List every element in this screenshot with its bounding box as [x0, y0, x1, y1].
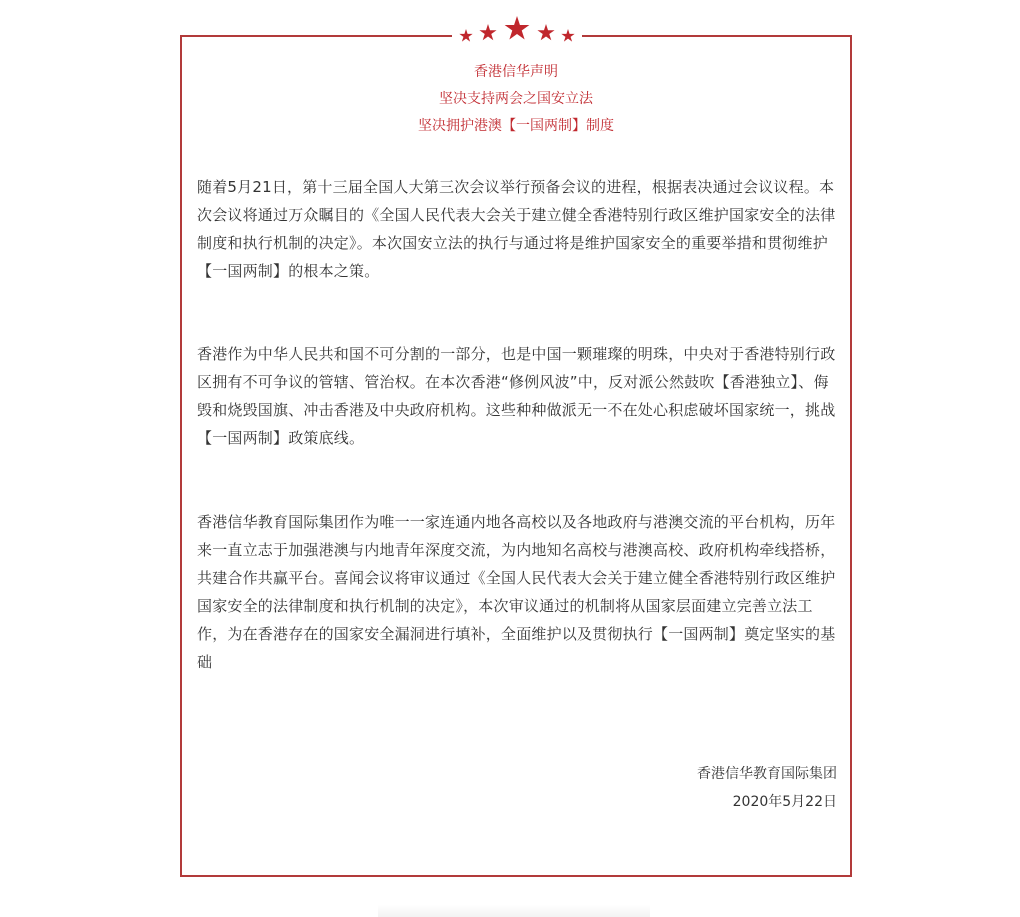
statement-title: 香港信华声明 — [474, 64, 558, 80]
paragraph-1: 随着5月21日，第十三届全国人大第三次会议举行预备会议的进程，根据表决通过会议议程。本次会议将通过万众瞩目的《全国人民代表大会关于建立健全香港特别行政区维护国家安全的法律制度和执行机制的决定》。本次国安立法的执行与通过将是维护国家安全的重要举措和贯彻维护【一国两制】的根本之策。 — [197, 178, 836, 280]
small-star-icon — [561, 29, 574, 42]
medium-star-icon — [479, 24, 496, 40]
paragraph-3: 香港信华教育国际集团作为唯一一家连通内地各高校以及各地政府与港澳交流的平台机构，历年来一直立志于加强港澳与内地青年深度交流，为内地知名高校与港澳高校、政府机构牵线搭桥，共建合作共赢平台。喜闻会议将审议通过《全国人民代表大会关于建立健全香港特别行政区维护国家安全的法律制度和执行机制的决定》，本次审议通过的机制将从国家层面建立完善立法工作，为在香港存在的国家安全漏洞进行填补，全面维护以及贯彻执行【一国两制】奠定坚实的基础 — [197, 513, 836, 671]
paragraph-2: 香港作为中华人民共和国不可分割的一部分，也是中国一颗璀璨的明珠，中央对于香港特别行政区拥有不可争议的管辖、管治权。在本次香港“修例风波”中，反对派公然鼓吹【香港独立】、侮毁和烧毁国旗、冲击香港及中央政府机构。这些种种做派无一不在处心积虑破坏国家统一，挑战【一国两制】政策底线。 — [197, 345, 836, 447]
large-star-icon — [505, 16, 530, 40]
signature-block — [697, 760, 837, 816]
bottom-shadow — [378, 905, 650, 917]
statement-subtitle-endorse: 坚决拥护港澳【一国两制】制度 — [418, 118, 614, 134]
statement-header — [180, 59, 852, 140]
signature-organization: 香港信华教育国际集团 — [697, 766, 837, 782]
stars-icon — [452, 12, 582, 46]
document-frame — [180, 35, 852, 877]
statement-subtitle-support: 坚决支持两会之国安立法 — [439, 91, 593, 107]
medium-star-icon — [537, 24, 554, 40]
small-star-icon — [459, 29, 472, 42]
signature-date: 2020年5月22日 — [732, 794, 837, 810]
